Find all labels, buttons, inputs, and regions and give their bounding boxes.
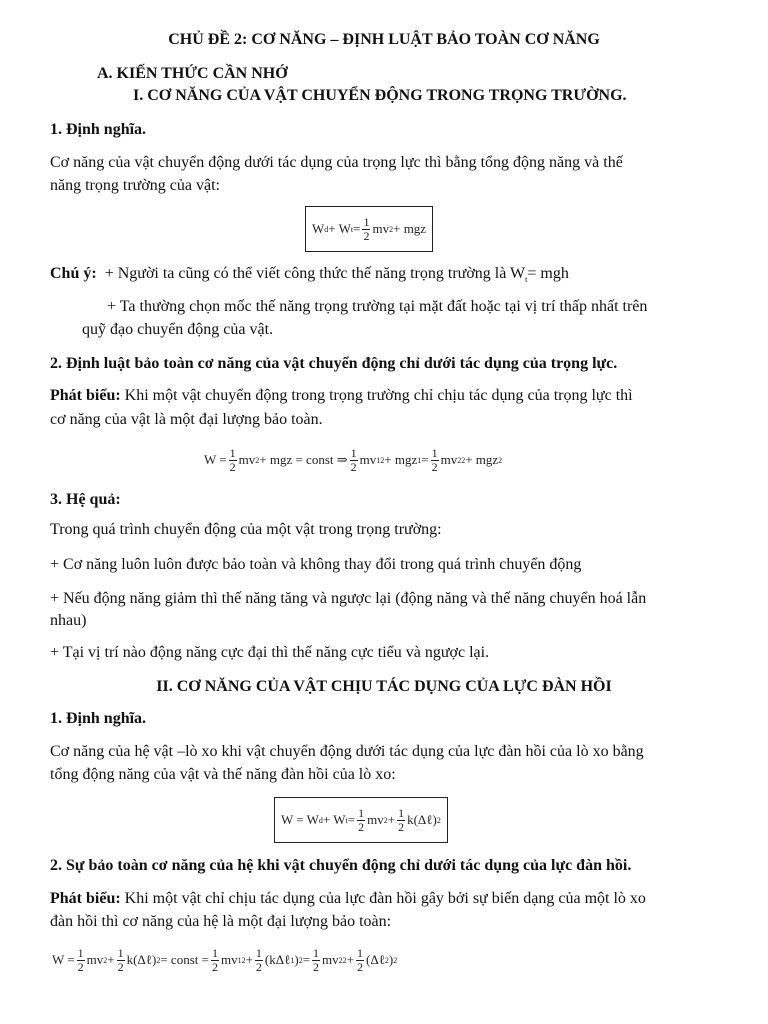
p2-law-line-1 [50, 889, 646, 909]
note-line-1 [50, 264, 569, 290]
formula-conservation-gravity [204, 440, 502, 480]
f2-frac-3 [431, 447, 439, 474]
f4-close-1: ) [294, 952, 299, 967]
p1-consequence-line-5: + Tại vị trí nào động năng cực đại thì thế năng cực tiểu và ngược lại. [50, 644, 490, 661]
f4-plus-3: + [346, 952, 354, 967]
f2-frac-1-num: 1 [229, 445, 236, 460]
f1-mv: mv [372, 221, 390, 236]
f4-plus-2: + [245, 952, 253, 967]
f1-plus: + W [328, 221, 351, 236]
p2-law-label: Phát biểu: [50, 890, 121, 907]
f2-g: mv [440, 452, 458, 467]
part1-heading: I. CƠ NĂNG CỦA VẬT CHUYỂN ĐỘNG TRONG TRỌNG TRƯỜNG. [133, 87, 627, 104]
f4-frac-6-den: 2 [357, 959, 363, 974]
f1-sub-d: d [324, 224, 329, 234]
p1-law-heading: 2. Định luật bảo toàn cơ năng của vật chuyển động chỉ dưới tác dụng của trọng lực. [50, 355, 618, 372]
note-line-3: quỹ đạo chuyển động của vật. [82, 321, 274, 338]
f2-sq-2: 2 [380, 455, 385, 465]
f4-sub-2b: 2 [384, 955, 389, 965]
f4-mv-3: mv [322, 952, 339, 967]
f2-d: mv [359, 452, 377, 467]
formula-mechanical-energy [305, 206, 433, 252]
f4-frac-1-den: 2 [77, 959, 84, 974]
f2-frac-1-den: 2 [229, 459, 236, 474]
f3-frac-1-den: 2 [358, 819, 365, 834]
f4-frac-6 [356, 947, 364, 974]
p1-consequence-line-1: Trong quá trình chuyển động của một vật trong trọng trường: [50, 521, 442, 538]
f4-frac-2 [117, 947, 125, 974]
p1-law-line-2: cơ năng của vật là một đại lượng bảo toàn. [50, 411, 323, 428]
p1-definition-line-1: Cơ năng của vật chuyển động dưới tác dụng của trọng lực thì bằng tổng động năng và thế [50, 154, 623, 171]
f4-a: W = [52, 952, 75, 967]
formula-conservation-elastic [52, 940, 397, 980]
f4-mv-1: mv [86, 952, 104, 967]
f1-frac-den: 2 [363, 228, 370, 243]
f4-sq-5: 2 [342, 955, 347, 965]
f4-frac-5-den: 2 [313, 959, 320, 974]
f4-sq-3: 2 [241, 955, 246, 965]
f4-frac-3-num: 1 [211, 945, 218, 960]
f2-sub-1a: 1 [376, 455, 381, 465]
p1-law-line-1-text: Khi một vật chuyển động trong trọng trường chỉ chịu tác dụng của trọng lực thì [120, 387, 633, 404]
f2-sub-2a: 2 [457, 455, 462, 465]
p2-definition-line-1: Cơ năng của hệ vật –lò xo khi vật chuyển động dưới tác dụng của lực đàn hồi của lò xo bằng [50, 743, 644, 760]
f4-frac-1 [77, 947, 85, 974]
note-line-1-text: + Người ta cũng có thể viết công thức thế năng trọng trường là W [104, 265, 526, 282]
f1-frac-num: 1 [363, 214, 370, 229]
f2-frac-3-num: 1 [431, 445, 438, 460]
p2-definition-heading: 1. Định nghĩa. [50, 710, 147, 727]
f4-dl2: (Δℓ [366, 952, 385, 967]
note-label: Chú ý: [50, 265, 97, 282]
f3-frac-2-num: 1 [398, 805, 405, 820]
f3-c: = [347, 812, 356, 827]
p1-law-label: Phát biểu: [50, 387, 121, 404]
p1-consequence-line-4: nhau) [50, 612, 87, 629]
f2-frac-1 [229, 447, 237, 474]
p1-definition-line-2: năng trọng trường của vật: [50, 177, 220, 194]
p1-consequence-line-3: + Nếu động năng giảm thì thế năng tăng và ngược lại (động năng và thế năng chuyển hoá lẫn [50, 590, 647, 607]
f1-tail: + mgz [393, 221, 427, 236]
f4-frac-3-den: 2 [211, 959, 218, 974]
section-a-heading: A. KIẾN THỨC CẦN NHỚ [97, 65, 288, 82]
p2-law-heading: 2. Sự bảo toàn cơ năng của hệ khi vật chuyển động chỉ dưới tác dụng của lực đàn hồi. [50, 857, 632, 874]
f4-frac-4 [255, 947, 263, 974]
formula-elastic-energy [274, 797, 448, 843]
p2-law-line-2: đàn hồi thì cơ năng của hệ là một đại lượng bảo toàn: [50, 913, 392, 930]
f4-sq-4: 2 [298, 955, 303, 965]
f2-f: = [421, 452, 429, 467]
f3-sub-d: d [318, 815, 323, 825]
f4-frac-6-num: 1 [357, 945, 363, 960]
f4-frac-4-den: 2 [255, 959, 262, 974]
note-line-2: + Ta thường chọn mốc thế năng trọng trường tại mặt đất hoặc tại vị trí thấp nhất trên [107, 298, 648, 315]
f2-b: mv [238, 452, 256, 467]
f4-sub-2a: 2 [338, 955, 343, 965]
f2-frac-3-den: 2 [431, 459, 438, 474]
f3-sub-t: t [345, 815, 348, 825]
p1-consequence-line-2: + Cơ năng luôn luôn được bảo toàn và không thay đổi trong quá trình chuyển động [50, 556, 582, 573]
f4-frac-1-num: 1 [77, 945, 84, 960]
f4-sq-1: 2 [103, 955, 108, 965]
f4-frac-3 [211, 947, 219, 974]
f3-plus: + [387, 812, 396, 827]
f3-frac-1 [357, 807, 365, 834]
f3-frac-1-num: 1 [358, 805, 365, 820]
f3-b: + W [322, 812, 346, 827]
f2-h: + mgz [465, 452, 499, 467]
f3-sq-1: 2 [383, 815, 388, 825]
part2-heading: II. CƠ NĂNG CỦA VẬT CHỊU TÁC DỤNG CỦA LỰC ĐÀN HỒI [156, 678, 612, 695]
f2-sub-1b: 1 [417, 455, 422, 465]
p1-law-line-1 [50, 386, 633, 406]
f1-fraction [362, 216, 370, 243]
note-line-1-sub: t [525, 275, 528, 285]
f1-eq: = [353, 221, 361, 236]
f4-frac-4-num: 1 [255, 945, 262, 960]
f2-frac-2-den: 2 [350, 459, 357, 474]
f2-c: + mgz = const ⇒ [259, 452, 348, 467]
f4-kd1: (kΔℓ [264, 952, 291, 967]
f2-sub-2b: 2 [498, 455, 503, 465]
f4-sq-6: 2 [393, 955, 398, 965]
p2-law-line-1-text: Khi một vật chỉ chịu tác dụng của lực đàn hồi gây bởi sự biến dạng của một lò xo [120, 890, 646, 907]
f4-sub-1a: 1 [237, 955, 242, 965]
f2-sq-3: 2 [461, 455, 466, 465]
note-line-1-tail: = mgh [527, 265, 569, 282]
f4-k: k(Δℓ) [126, 952, 157, 967]
f4-frac-5-num: 1 [313, 945, 320, 960]
p2-definition-line-2: tổng động năng của vật và thế năng đàn hồi của lò xo: [50, 766, 396, 783]
f4-frac-5 [312, 947, 320, 974]
f4-plus-1: + [107, 952, 115, 967]
f2-sq-1: 2 [255, 455, 260, 465]
f1-sub-t: t [350, 224, 354, 234]
f4-sub-1b: 1 [290, 955, 295, 965]
f3-sq-2: 2 [436, 815, 441, 825]
f4-sq-2: 2 [156, 955, 161, 965]
p1-consequence-heading: 3. Hệ quả: [50, 491, 121, 508]
document-title: CHỦ ĐỀ 2: CƠ NĂNG – ĐỊNH LUẬT BẢO TOÀN CƠ NĂNG [168, 31, 600, 48]
f2-e: + mgz [384, 452, 418, 467]
f3-a: W = W [281, 812, 319, 827]
p1-definition-heading: 1. Định nghĩa. [50, 121, 147, 138]
f1-left: W [312, 221, 325, 236]
f4-const: = const = [160, 952, 209, 967]
f4-frac-2-num: 1 [117, 945, 124, 960]
f3-mv: mv [367, 812, 384, 827]
f3-frac-2 [397, 807, 405, 834]
f4-mv-2: mv [220, 952, 238, 967]
f2-frac-2-num: 1 [350, 445, 357, 460]
f3-frac-2-den: 2 [398, 819, 405, 834]
f2-a: W = [204, 452, 227, 467]
f2-frac-2 [350, 447, 358, 474]
f4-frac-2-den: 2 [117, 959, 124, 974]
f4-eq: = [302, 952, 311, 967]
f4-close-2: ) [388, 952, 394, 967]
f1-sq: 2 [389, 224, 394, 234]
f3-k: k(Δℓ) [407, 812, 437, 827]
